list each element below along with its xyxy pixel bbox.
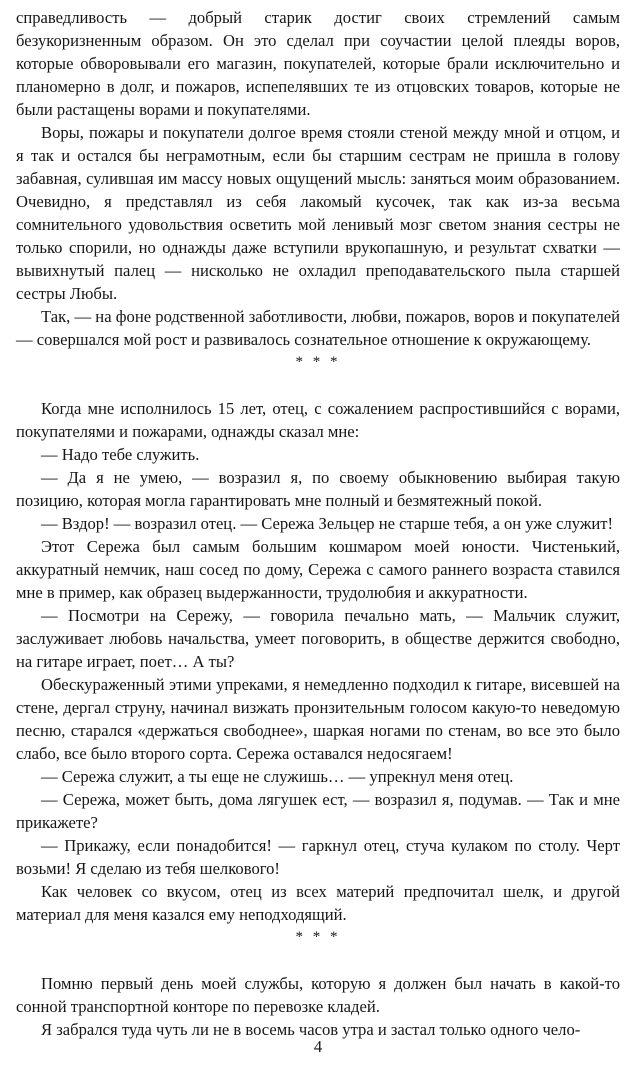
text-body (16, 6, 620, 1041)
paragraph-8: Этот Сережа был самым большим кошмаром моей юности. Чистенький, аккуратный немчик, наш сосед по дому, Сережа с самого раннего возраста ставился мне в пример, как образец выдержанности, трудолюбия и аккуратности. (16, 537, 620, 602)
page-number: 4 (313, 1037, 323, 1056)
paragraph-9: — Посмотри на Сережу, — говорила печально мать, — Мальчик служит, заслуживает любовь начальства, умеет поговорить, в обществе держится свободно, на гитаре играет, поет… А ты? (16, 606, 620, 671)
paragraph-2: Воры, пожары и покупатели долгое время стояли стеной между мной и отцом, и я так и остался бы неграмотным, если бы старшим сестрам не пришла в голову забавная, сулившая им массу новых ощущений мысль: заняться моим образованием. Очевидно, я представлял из себя лакомый кусочек, так как из-за весьма сомнительного удовольствия осветить мой ленивый мозг светом знания сестры не только спорили, но однажды даже вступили врукопашную, и результат схватки — вывихнутый палец — нисколько не охладил преподавательского пыла старшей сестры Любы. (16, 123, 620, 303)
section-separator-1: * * * (295, 354, 341, 370)
paragraph-15: Помню первый день моей службы, которую я должен был начать в какой-то сонной транспортной конторе по перевозке кладей. (16, 974, 620, 1016)
paragraph-7: — Вздор! — возразил отец. — Сережа Зельцер не старше тебя, а он уже служит! (41, 514, 613, 533)
paragraph-6: — Да я не умею, — возразил я, по своему обыкновению выбирая такую позицию, которая могла гарантировать мне полный и безмятежный покой. (16, 468, 620, 510)
paragraph-16: Я забрался туда чуть ли не в восемь часов утра и застал только одного чело- (41, 1020, 581, 1039)
paragraph-1: справедливость — добрый старик достиг своих стремлений самым безукоризненным образом. Он это сделал при соучастии целой плеяды воров, которые обворовывали его магазин, покупателей, которые брали исключительно и планомерно в долг, и пожаров, испепелявших те из отцовских товаров, которые не были растащены ворами и покупателями. (16, 8, 620, 119)
paragraph-4: Когда мне исполнилось 15 лет, отец, с сожалением распростившийся с ворами, покупателями и пожарами, однажды сказал мне: (16, 399, 620, 441)
paragraph-11: — Сережа служит, а ты еще не служишь… — упрекнул меня отец. (41, 767, 514, 786)
paragraph-12: — Сережа, может быть, дома лягушек ест, — возразил я, подумав. — Так и мне прикажете? (16, 790, 620, 832)
paragraph-10: Обескураженный этими упреками, я немедленно подходил к гитаре, висевшей на стене, дергал струну, начинал визжать пронзительным голосом какую-то неведомую песню, старался «держаться свободнее», шаркая ногами по стенам, во все это было слабо, все было второго сорта. Сережа оставался недосягаем! (16, 675, 620, 763)
paragraph-5: — Надо тебе служить. (41, 445, 200, 464)
paragraph-14: Как человек со вкусом, отец из всех материй предпочитал шелк, и другой материал для меня казался ему неподходящий. (16, 882, 620, 924)
paragraph-3: Так, — на фоне родственной заботливости, любви, пожаров, воров и покупателей — совершался мой рост и развивалось сознательное отношение к окружающему. (16, 307, 620, 349)
paragraph-13: — Прикажу, если понадобится! — гаркнул отец, стуча кулаком по столу. Черт возьми! Я сделаю из тебя шелкового! (16, 836, 620, 878)
section-separator-2: * * * (295, 929, 341, 945)
